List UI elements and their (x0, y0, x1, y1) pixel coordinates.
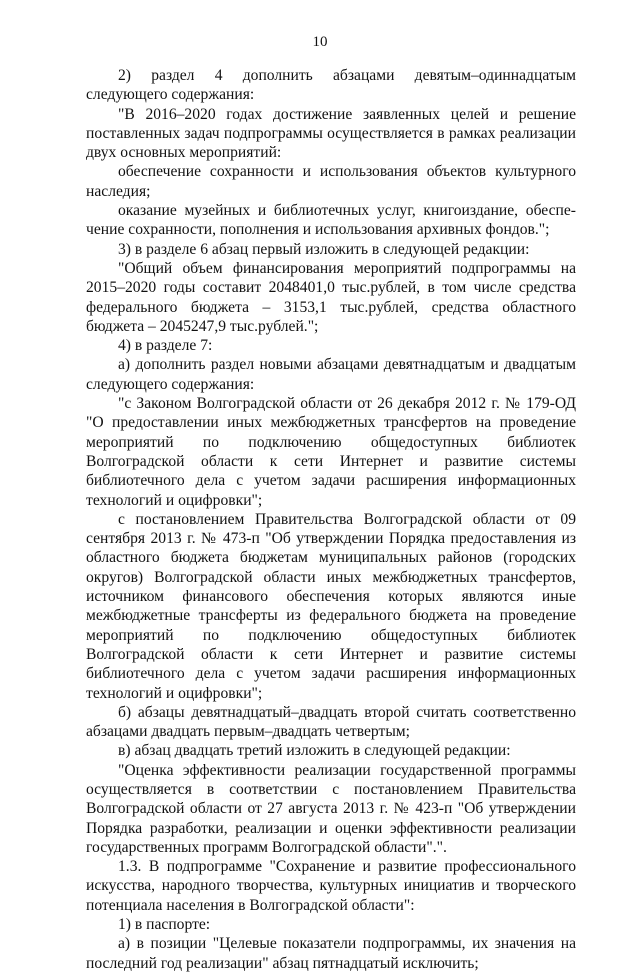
paragraph: обеспечение сохранности и использования объектов культурного наследия; (86, 163, 576, 200)
paragraph: а) в позиции "Целевые показатели подпрограммы, их значения на последний год реализации" абзац пятнадцатый исключить; (86, 935, 576, 972)
paragraph: "Оценка эффективности реализации государственной программы осуществляется в соответствии с постановлением Правительства Волгоградской области от 27 августа 2013 г. № 423-п "Об утверждении Порядка разработки, реализации и оценки эффективности реализации государственных программ Волгоградской области".". (86, 761, 576, 856)
paragraph: 1) в паспорте: (118, 916, 211, 934)
paragraph: "с Законом Волгоградской области от 26 декабря 2012 г. № 179-ОД "О предоставлении иных межбюджетных трансфертов на проведение мероприятий по подключению общедоступных библиотек Волгоградской области к сети Интернет и развитие системы библиотечного дела с учетом задачи расширения информационных технологий и оцифровки"; (86, 395, 576, 509)
paragraph: оказание музейных и библиотечных услуг, книгоиздание, обеспечение сохранности, пополнения и использования архивных фондов."; (86, 202, 576, 239)
paragraph: 1.3. В подпрограмме "Сохранение и развитие профессионального искусства, народного творчества, культурных инициатив и творческого потенциала населения в Волгоградской области": (86, 858, 576, 914)
page-number: 10 (312, 34, 328, 50)
paragraph: б) абзацы девятнадцатый–двадцать второй считать соответственно абзацами двадцать первым–двадцать четвертым; (86, 703, 576, 741)
paragraph: "Общий объем финансирования мероприятий подпрограммы на 2015–2020 годы составит 2048401,0 тыс.рублей, в том числе средства федерального бюджета – 3153,1 тыс.рублей, средства областного бюджета – 2045247,9 тыс.рублей."; (86, 259, 576, 335)
paragraph: "В 2016–2020 годах достижение заявленных целей и решение поставленных задач подпрограммы осуществляется в рамках реализации двух основных мероприятий: (86, 105, 576, 162)
paragraph: а) дополнить раздел новыми абзацами девятнадцатым и двадцатым следующего содержания: (86, 356, 576, 393)
paragraph: 4) в разделе 7: (118, 337, 213, 355)
document-body (86, 66, 576, 973)
paragraph: с постановлением Правительства Волгоградской области от 09 сентября 2013 г. № 473-п "Об утверждении Порядка предоставления из областного бюджета бюджетам муниципальных районов (городских округов) Волгоградской области иных межбюджетных трансфертов, источником финансового обеспечения которых являются иные межбюджетные трансферты из федерального бюджета на проведение мероприятий по подключению общедоступных библиотек Волгоградской области к сети Интернет и развитие системы библиотечного дела с учетом задачи расширения информационных технологий и оцифровки"; (86, 510, 576, 702)
paragraph: 2) раздел 4 дополнить абзацами девятым–одиннадцатым следующего содержания: (86, 67, 576, 104)
paragraph: в) абзац двадцать третий изложить в следующей редакции: (118, 742, 511, 760)
paragraph: 3) в разделе 6 абзац первый изложить в следующей редакции: (118, 240, 530, 258)
